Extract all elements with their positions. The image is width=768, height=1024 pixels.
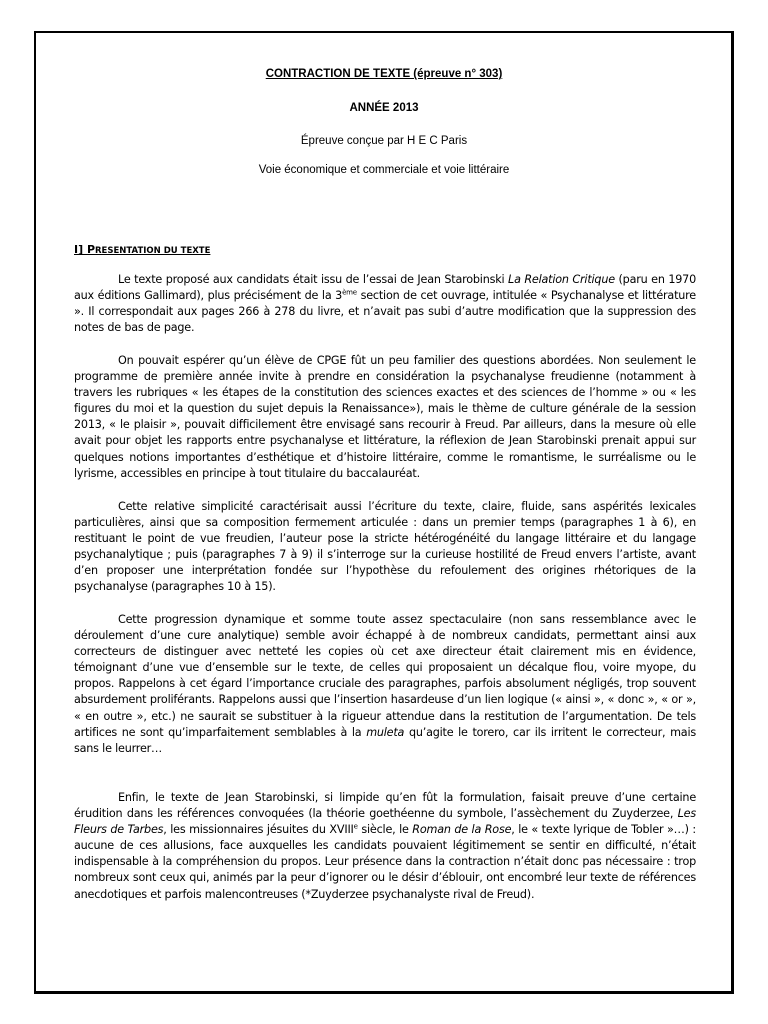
paragraph-5-text-b: , les missionnaires jésuites du XVIII	[163, 823, 354, 837]
paragraph-3: Cette relative simplicité caractérisait aussi l’écriture du texte, claire, fluide, sans aspérités lexicales particulières, ainsi que sa composition fermement articulée : dans un premier temps (paragraphes 1 à 6), en restituant le point de vue freudien, l’auteur pose la stricte hétérogénéité du langage littéraire et du langage psychanalytique ; puis (paragraphes 7 à 9) il s’interroge sur la curieuse hostilité de Freud envers l’artiste, avant d’en proposer une interprétation fondée sur l’hypothèse du refoulement des origines rhétoriques de la psychanalyse (paragraphes 10 à 15).	[74, 500, 696, 594]
paragraph-4	[74, 612, 696, 757]
paragraph-1-text-b: (paru en 1970 aux éditions Gallimard), plus précisément de la 3	[74, 273, 697, 303]
roman-de-la-rose-italic: Roman de la Rose	[412, 823, 512, 837]
document-year: ANNÉE 2013	[349, 102, 419, 114]
section-heading	[74, 243, 210, 256]
superscript-e: e	[353, 822, 358, 831]
document-title: CONTRACTION DE TEXTE (épreuve n° 303)	[265, 68, 503, 80]
paragraph-1-text-c: section de cet ouvrage, intitulée « Psychanalyse et littérature ». Il correspondait aux pages 266 à 278 du livre, et n’avait pas subi d’autre modification que la suppression des notes de bas de page.	[74, 289, 696, 335]
section-title-text: RESENTATION DU TEXTE	[95, 246, 211, 256]
section-number: I] P	[74, 243, 96, 256]
paragraph-2: On pouvait espérer qu’un élève de CPGE fût un peu familier des questions abordées. Non seulement le programme de première année invite à prendre en considération la psychanalyse freudienne (notamment à travers les rubriques « les étapes de la constitution des sciences exactes et des sciences de l’homme » ou « les figures du moi et la question du sujet depuis la Renaissance»), mais le thème de culture générale de la session 2013, « le plaisir », pouvait difficilement être envisagé sans recourir à Freud. Par ailleurs, dans la mesure où elle avait pour objet les rapports entre psychanalyse et littérature, la réflexion de Jean Starobinski prenait appui sur quelques notions importantes d’esthétique et d’histoire littéraire, comme le romantisme, le surréalisme ou le lyrisme, accessibles en principe à tout titulaire du baccalauréat.	[74, 354, 696, 480]
paragraph-5	[74, 790, 696, 903]
paragraph-5-text-c: siècle, le	[357, 823, 413, 837]
paragraph-1-text-a: Le texte proposé aux candidats était issu de l’essai de Jean Starobinski	[118, 273, 509, 286]
fleurs-de-tarbes-italic: Les Fleurs de Tarbes	[74, 807, 696, 837]
document-track: Voie économique et commerciale et voie littéraire	[258, 164, 510, 176]
paragraph-4-text-b: qu’agite le torero, car ils irritent le correcteur, mais sans le leurrer…	[74, 725, 696, 755]
document-author: Épreuve conçue par H E C Paris	[300, 135, 468, 147]
superscript-eme: ème	[342, 288, 357, 297]
muleta-italic: muleta	[366, 725, 405, 739]
paragraph-5-text-d: , le « texte lyrique de Tobler »…) : aucune de ces allusions, face auxquelles les candidats pouvaient légitimement se sentir en difficulté, n’était indispensable à la compréhension du propos. Leur présence dans la contraction n’était donc pas nécessaire : trop nombreux sont ceux qui, animés par la peur d’ignorer ou le désir d’éblouir, ont encombré leur texte de références anecdotiques et parfois malencontreuses (*Zuyderzee psychanalyste rival de Freud).	[74, 823, 697, 901]
paragraph-4-text-a: Cette progression dynamique et somme toute assez spectaculaire (non sans ressemblance avec le déroulement d’une cure analytique) semble avoir échappé à de nombreux candidats, permettant ainsi aux correcteurs de distinguer avec netteté les copies où cet axe directeur était clairement mis en évidence, témoignant d’une vue d’ensemble sur le texte, de celles qui proposaient un décalque flou, voire myope, du propos. Rappelons à cet égard l’importance cruciale des paragraphes, parfois absolument négligés, trop souvent absurdement proliférants. Rappelons aussi que l’insertion hasardeuse d’un lien logique (« ainsi », « donc », « or », « en outre », etc.) ne saurait se substituer à la rigueur attendue dans la restitution de l’argumentation. De tels artifices ne sont qu’imparfaitement semblables à la	[74, 613, 696, 739]
paragraph-1	[74, 272, 696, 336]
paragraph-5-text-a: Enfin, le texte de Jean Starobinski, si limpide qu’en fût la formulation, faisait preuve d’une certaine érudition dans les références convoquées (la théorie goethéenne du symbole, l’assèchement du Zuyderzee,	[74, 791, 696, 821]
book-title-italic: La Relation Critique	[508, 273, 615, 286]
